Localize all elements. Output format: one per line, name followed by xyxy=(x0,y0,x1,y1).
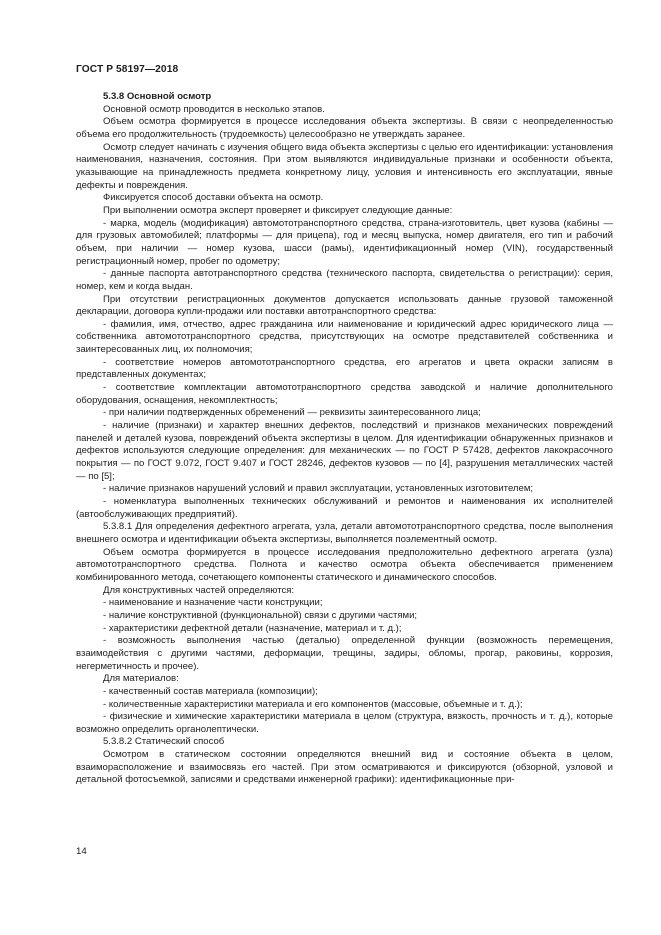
page-number: 14 xyxy=(76,846,87,857)
paragraph: - данные паспорта автотранспортного средства (технического паспорта, свидетельства о регистрации): серия, номер, кем и когда выдан. xyxy=(76,268,613,292)
paragraph: - номенклатура выполненных технических обслуживаний и ремонтов и наименования их исполнителей (автообслуживающих предприятий). xyxy=(76,496,613,520)
paragraph: - наличие признаков нарушений условий и правил эксплуатации, установленных изготовителем; xyxy=(103,483,534,495)
paragraph: Объем осмотра формируется в процессе исследования предположительно дефектного агрегата (узла) автомототранспортного средства. Полнота и качество осмотра объекта обеспечивается применением комбинированного метода, сочетающего компоненты статического и динамического способов. xyxy=(76,546,613,583)
paragraph: Основной осмотр проводится в несколько этапов. xyxy=(103,103,325,115)
section-heading: 5.3.8 Основной осмотр xyxy=(103,91,212,102)
paragraph: - качественный состав материала (композиции); xyxy=(103,685,318,697)
paragraph: Для материалов: xyxy=(103,673,179,685)
paragraph: - характеристики дефектной детали (назначение, материал и т. д.); xyxy=(103,622,402,634)
paragraph: - марка, модель (модификация) автомототранспортного средства, страна-изготовитель, цвет кузова (кабины — для грузовых автомобилей; платформы — для прицепа), год и месяц выпуска, номер двигателя, его тип и рабочий объем, при наличии — номер кузова, шасси (рамы), идентификационный номер (VIN), государственный регистрационный номер, пробег по одометру; xyxy=(76,217,613,267)
paragraph: 5.3.8.2 Статический способ xyxy=(103,736,225,748)
paragraph: Фиксируется способ доставки объекта на осмотр. xyxy=(103,192,324,204)
paragraph: - физические и химические характеристики материала в целом (структура, вязкость, прочность и т. д.), которые возможно определить органолептически. xyxy=(76,711,613,735)
paragraph: - наличие (признаки) и характер внешних дефектов, последствий и признаков механических повреждений панелей и деталей кузова, повреждений объекта экспертизы в целом. Для идентификации обнаруженных признаков и дефектов используются следующие определения: для механических — по ГОСТ Р 57428, дефектов лакокрасочного покрытия — по ГОСТ 9.072, ГОСТ 9.407 и ГОСТ 28246, дефектов кузовов — по [4], разрушения металлических частей — по [5]; xyxy=(76,420,613,482)
document-body xyxy=(76,91,613,787)
document-code-header: ГОСТ Р 58197—2018 xyxy=(76,64,179,75)
paragraph: - количественные характеристики материала и его компонентов (массовые, объемные и т. д.); xyxy=(103,698,523,710)
paragraph: При выполнении осмотра эксперт проверяет и фиксирует следующие данные: xyxy=(103,204,453,216)
paragraph: - наименование и назначение части конструкции; xyxy=(103,597,323,609)
paragraph: Осмотр следует начинать с изучения общего вида объекта экспертизы с целью его идентификации: установления наименования, назначения, состояния. При этом выявляются индивидуальные признаки и особенности объекта, указывающие на принадлежность предмета конкретному лицу, условия и интенсивность его эксплуатации, явные дефекты и повреждения. xyxy=(76,141,613,191)
paragraph: 5.3.8.1 Для определения дефектного агрегата, узла, детали автомототранспортного средства, после выполнения внешнего осмотра и идентификации объекта экспертизы, выполняется поэлементный осмотр. xyxy=(76,521,613,545)
paragraph: При отсутствии регистрационных документов допускается использовать данные грузовой таможенной декларации, договора купли-продажи или поставки автотранспортного средства: xyxy=(76,293,613,318)
paragraph: Осмотром в статическом состоянии определяются внешний вид и состояние объекта в целом, взаиморасположение и взаимосвязь его частей. При этом осматриваются и фиксируются (обзорной, узловой и детальной фотосъемкой, записями и средствами инженерной графики): идентификационные при- xyxy=(76,749,613,786)
paragraph: Объем осмотра формируется в процессе исследования объекта экспертизы. В связи с неопределенностью объема его продолжительность (трудоемкость) целесообразно не утверждать заранее. xyxy=(76,116,613,140)
paragraph: - соответствие номеров автомототранспортного средства, его агрегатов и цвета окраски записям в представленных документах; xyxy=(76,356,613,381)
paragraph: - наличие конструктивной (функциональной) связи с другими частями; xyxy=(103,609,418,621)
paragraph: - при наличии подтвержденных обременений — реквизиты заинтересованного лица; xyxy=(103,407,481,419)
paragraph: - соответствие комплектации автомототранспортного средства заводской и наличие дополнительного оборудования, оснащения, некомплектность; xyxy=(76,382,613,406)
paragraph: - возможность выполнения частью (деталью) определенной функции (возможность перемещения, взаимодействия с другими частями, деформации, трещины, задиры, обломы, прогар, раковины, коррозия, негерметичность и прочее). xyxy=(76,635,613,672)
paragraph: - фамилия, имя, отчество, адрес гражданина или наименование и юридический адрес юридического лица — собственника автомототранспортного средства, присутствующих на осмотре представителей собственника и заинтересованных лиц, их полномочия; xyxy=(76,318,613,356)
paragraph: Для конструктивных частей определяются: xyxy=(103,584,295,596)
